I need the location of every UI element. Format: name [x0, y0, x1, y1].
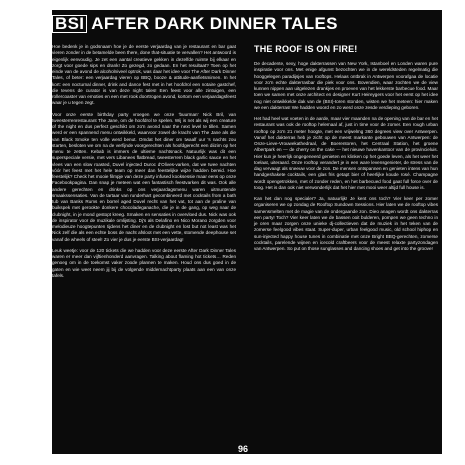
left-column [52, 44, 236, 284]
right-column [254, 44, 438, 257]
left-paragraph-2: Voor onze eerste birthday party vroegen we onze 'buurman' Nick Bril, van tweesterrenrestaurant The Jane, om de hoofdrol te spelen. Wij is net als wij een creature of the night en dus perfect geschikt om zo'n avond naar the next level te tillen. Samen werd er een spannend menu ontwikkeld, waarvoor zowel de kracht van The Jane als die van Black Smoke ten volle werd benut. Omdat het diner om twaalf uur 's nachts zou starten, besloten we om na de verfijnde voorgerechten als hoofdgerecht een diizim op het menu te zetten. Kebab is immers de ultieme nachtsnack. Natuurlijk was dit een superspeciale versie, met vers Libanees flatbread, tweesterrem black garlic sauce en het vlees van een slow roasted, Duvel injected Duroc d'Olives-varken, dat we twee nachten vóór het feest met het hele team op meer dan feestelijke wijze hadden bereid. Hoe feestelijk? Check het mooie filmpje van deze party infused kooksessie maar eens op onze Facebookpagina. Dan snap je meteen wat een fantastisch feestvarken dit was. Ook alle andere gerechten en drinks op ons verjaardagsmenu waren uitmuntende smaakssensaties. Van de tartaar van runderhart gecombineerd met cocktails from a bath tub van Banks Rums en borrel aged Duvel recht van het vat, tot aan de praline van buikspek met gerookte donkere chocoladeganache, die je in de gang, op weg naar de clubnight, in je mond gestopt kreeg. Smaken en sensaties in overvloed dus. Nick was ook de inspirator voor de muzikale omlijsting. Dj's als Delafino en Nico Morano zorgden voor melodieuze hoogtepunten tijdens het diner en de clubnight en lost but not least was het Nick zelf die als een echte boss de nacht afsloot met een vette, stomende deephouse set vanaf de wheels of steel! Zo vier je dus je eerste BSI-verjaardag! [52, 111, 236, 242]
section-heading: THE ROOF IS ON FIRE! [254, 44, 358, 54]
article-title [52, 14, 442, 34]
right-paragraph-3: Kan het dan nog specialer? Ja, natuurlijk! Je kent ons toch? Vier keer per zomer organiseren we op zondag de Rooftop Sundown Sessions. Hier laten we de rooftop vibes samensmelten met de magie van de ondergaande zon. Dieo anagen wordt ons dakterras een party! Toch? Vier keer laten we de bassen ooit bulderen, pompen we geen techno in je oren maar zorgen onze unieke dj-collectieven dat de muziek in het teken van de zomerse feelgood vibes staat. Super-duper, urban feelgood music, old school hiphop en sun-injected happy house tunes in combinatie met onze Bright BBQ-gerechten, zomerse cocktails, parelende wijnen en icecold craftbeers voor de meest relaxte partyzondagen van Antwerpen. So put on those sunglasses and dancing shoes and get into the groove! [254, 196, 438, 251]
right-paragraph-2: Het had heel wat voeten in de aarde, maar vier maanden na de opening van de bar en het restaurant was ook de rooftop helemaal af, just in time voor de zomer. Een rough urban rooftop op zo'n 21 meter hoogte, met een vrijwelmg 360 degrees view over Antwerpen. Vanaf het dakterras heb je zicht op de meest markante gebouwen van Antwerpen: de Onze-Lieve-Vrouwekathedraal, de Boerentoren, het Centraal Station, het groene Albertpark en — de cherry on the cake — het nieuwe havenkantoor van de provincieluis. Hier kun je heerlijk ongegeneerd genieten en klinken op het goede leven, als het weer het toelaat, uiteraard. Onze rooftop verandert je in een ware levensgenieter, de stress van de dag vervaagt als sneeuw voor de zon. De mensen ontspannen en genieten intens van hun handgeshakete cocktails, een glas fris getapt bier of heerlijke koude rosé. Champagne wordt opengetrokken, met of zonder reden, en het barbecued food gaat full force over de toog. Het is dan ook niet verwonderlijk dat het hier met mooi weer altijd full house is. [254, 116, 438, 190]
magazine-page [52, 10, 442, 454]
brand-box: BSI [52, 15, 87, 33]
title-text: AFTER DARK DINNER TALES [91, 14, 338, 33]
left-paragraph-3: Leuk weetje: voor de 120 tickets die we hadden voor deze eerste After Dark Dinner Tales waren er meer dan vijftienhonderd aanvragen. Talking about flaming hot tickets… Reden genoeg om in de toekomst vaker zoode plannen te maken. Houd ons dus goed in de gaten en wie weet neem jij bij de volgende middernachtparty plaats aan een van onze tafels. [52, 247, 236, 278]
page-number: 96 [238, 444, 249, 454]
right-paragraph-1: De decadente, sexy, hoge dakterrassen van New York, Istanboel en Londen waren pure inspiratie voor ons. Met enige afgunst bezochten we in de wereldsteden regelmatig die hooggelegen paradijsjes van rooftops. Helaas ontbrak in Antwerpen voorafgaa de locatie voor zo'n echte dakterrasbar die piek voor ons. Bovendien, waar zochten we de view kunnen nippen aan uitgelezen drankjes en proeven van het lekkerste barbecue food. Maar toen we samen met onze architect en designer Kurt Heireygers voor het eerst op het idee nog niet ontwikkelde dak van de (BSI)-toren stonden, wisten we het meteen: hier maken we een dakterras! We hadden woord en zo werd onze zesde verdieping geboren. [254, 61, 438, 110]
left-paragraph-1: Hoe bedenk je in godsnaam hoe je de eerste verjaardag van je restaurant en bar gaat vieren zonder in de betamelde been there, done that-situatie te vervallen? Het antwoord is eigenlijk eenvoudig. Je zet een aantal creatieve gekken in dezelfde ruimte bij elkaar en zorgt voor goede sips en drank! Zo gezegd, zo gedaan. En het resultaat? Toen op het einde van de avond de alcoholniveel optrok, was daar het idee voor The After Dark Dinner Tales, of beter: een verjaardag vieren op BBQ, booze & attitude-aanfietsmimen. In het kort: een nocturnal dinner, drink and dance fest met in het hoofdrol een notaire gastchef, die tevens de curator is van deze night tales! Een feest voor alle zintuigen, een rollercoaster van emoties en een met rook doortrogen avond, kortom een verjaardagsfeest waar je u tegen zegt. [52, 44, 236, 106]
